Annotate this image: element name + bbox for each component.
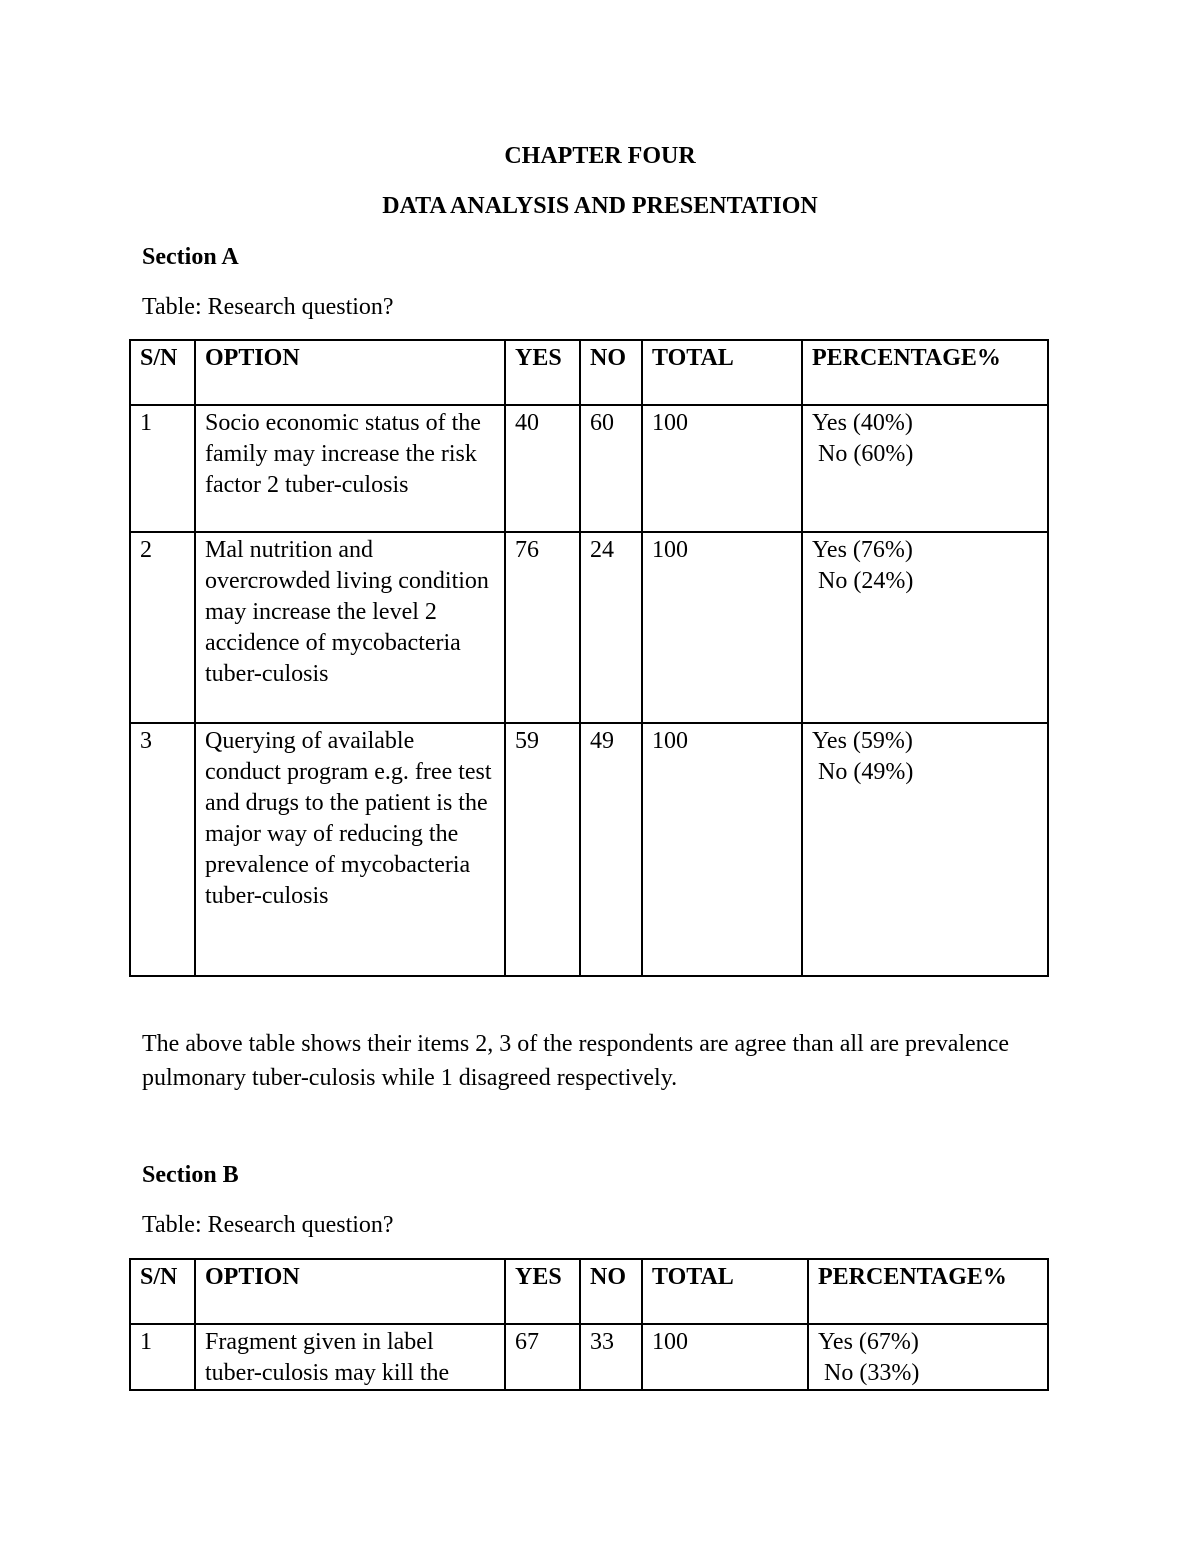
table-row [130, 1324, 1048, 1390]
chapter-subtitle: DATA ANALYSIS AND PRESENTATION [382, 193, 818, 219]
percentage-yes: Yes (59%) [812, 728, 913, 754]
header-no: NO [580, 1259, 642, 1324]
cell-total: 100 [642, 1324, 808, 1390]
table-header-row [130, 1259, 1048, 1324]
section-a-table-caption: Table: Research question? [142, 294, 394, 320]
header-no: NO [580, 340, 642, 405]
section-b-label: Section B [142, 1162, 239, 1188]
section-a-table [129, 339, 1049, 977]
header-sn: S/N [130, 340, 195, 405]
cell-no: 60 [580, 405, 642, 532]
cell-no: 49 [580, 723, 642, 976]
cell-total: 100 [642, 532, 802, 723]
header-total: TOTAL [642, 340, 802, 405]
percentage-yes: Yes (76%) [812, 537, 913, 563]
cell-option: Fragment given in label tuber-culosis may kill the [195, 1324, 505, 1390]
percentage-yes: Yes (67%) [818, 1329, 919, 1355]
percentage-no: No (24%) [818, 568, 914, 594]
table-header-row [130, 340, 1048, 405]
cell-option: Querying of available conduct program e.g. free test and drugs to the patient is the major way of reducing the prevalence of mycobacteria tuber-culosis [195, 723, 505, 976]
percentage-no: No (33%) [824, 1360, 920, 1386]
cell-sn: 1 [130, 405, 195, 532]
cell-percentage [808, 1324, 1048, 1390]
section-a-label: Section A [142, 244, 239, 270]
table-row [130, 723, 1048, 976]
table-row [130, 532, 1048, 723]
table-row [130, 405, 1048, 532]
percentage-no: No (60%) [818, 441, 914, 467]
percentage-no: No (49%) [818, 759, 914, 785]
cell-no: 24 [580, 532, 642, 723]
header-option: OPTION [195, 1259, 505, 1324]
cell-yes: 40 [505, 405, 580, 532]
cell-yes: 67 [505, 1324, 580, 1390]
cell-percentage [802, 532, 1048, 723]
cell-yes: 59 [505, 723, 580, 976]
cell-percentage [802, 405, 1048, 532]
cell-option: Mal nutrition and overcrowded living condition may increase the level 2 accidence of mycobacteria tuber-culosis [195, 532, 505, 723]
section-a-summary: The above table shows their items 2, 3 of the respondents are agree than all are prevalence pulmonary tuber-culosis while 1 disagreed respectively. [142, 1031, 1009, 1091]
section-b-table [129, 1258, 1049, 1391]
cell-no: 33 [580, 1324, 642, 1390]
cell-total: 100 [642, 723, 802, 976]
cell-sn: 2 [130, 532, 195, 723]
header-percentage: PERCENTAGE% [808, 1259, 1048, 1324]
cell-percentage [802, 723, 1048, 976]
cell-sn: 1 [130, 1324, 195, 1390]
header-option: OPTION [195, 340, 505, 405]
header-percentage: PERCENTAGE% [802, 340, 1048, 405]
header-total: TOTAL [642, 1259, 808, 1324]
cell-total: 100 [642, 405, 802, 532]
header-yes: YES [505, 1259, 580, 1324]
header-sn: S/N [130, 1259, 195, 1324]
percentage-yes: Yes (40%) [812, 410, 913, 436]
cell-yes: 76 [505, 532, 580, 723]
header-yes: YES [505, 340, 580, 405]
section-b-table-caption: Table: Research question? [142, 1212, 394, 1238]
chapter-title: CHAPTER FOUR [504, 143, 696, 169]
cell-option: Socio economic status of the family may increase the risk factor 2 tuber-culosis [195, 405, 505, 532]
cell-sn: 3 [130, 723, 195, 976]
